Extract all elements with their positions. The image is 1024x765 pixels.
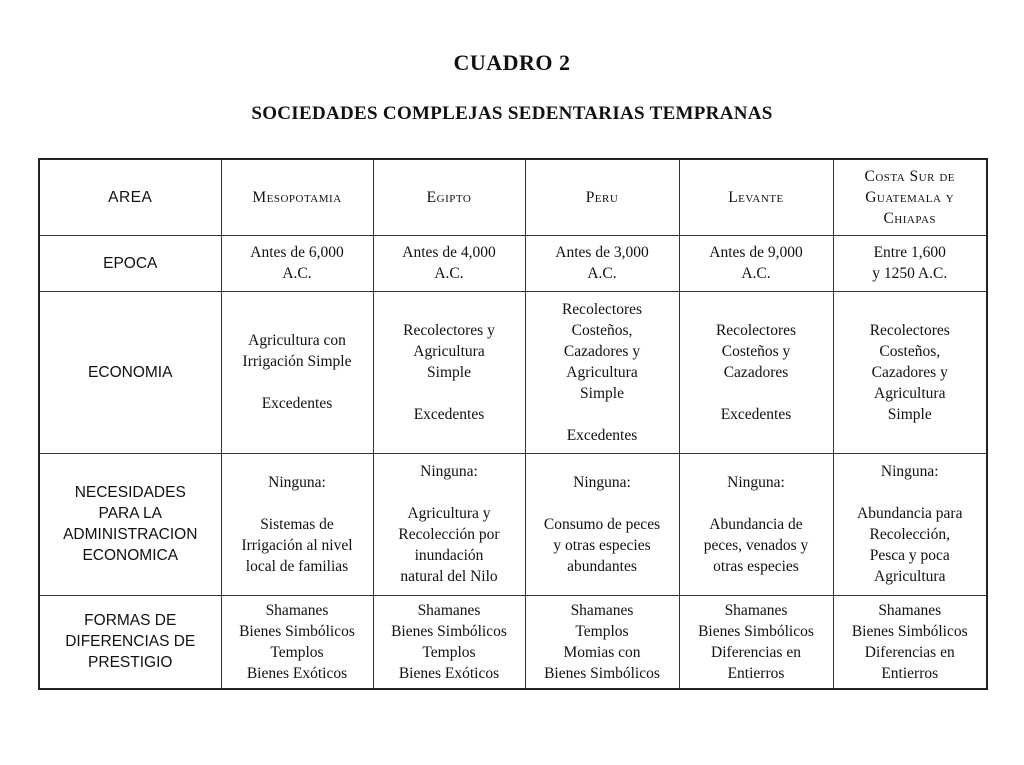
cell-line: Agricultura con [248,332,346,349]
table-row [39,595,987,689]
cell-epoca-egipto [373,235,525,291]
cell-line: Diferencias en [864,643,955,661]
cell-line: DIFERENCIAS DE [65,633,196,651]
cell-economia-costa-sur [833,291,987,453]
cell-line: Cazadores y [871,363,948,381]
cell-line: Shamanes [265,601,329,619]
cell-line: Templos [575,622,629,640]
cell-line: inundación [414,547,484,564]
cell-line: Bienes Simbólicos [391,622,507,640]
line-gap [530,493,675,514]
cell-necesidades-costa-sur [833,453,987,595]
cell-line: Cazadores y [563,342,641,360]
cell-line: Consumo de peces [543,515,661,533]
cell-line: A.C. [587,265,617,282]
row-label-formas [39,595,221,689]
cell-line: EPOCA [103,254,158,272]
cell-economia-peru [525,291,679,453]
cell-formas-peru [525,595,679,689]
cell-line: Simple [427,363,471,381]
cell-line: otras especies [713,557,799,575]
cell-economia-mesopotamia [221,291,373,453]
cell-line: Agricultura [874,568,946,585]
cell-economia-levante [679,291,833,453]
cell-line: abundantes [567,557,637,575]
cell-line: Recolectores [561,300,643,318]
cell-line: Costeños, [879,342,941,360]
row-label-epoca [39,235,221,291]
cell-line: Shamanes [570,601,634,619]
cell-line: Antes de 4,000 [402,244,496,261]
cell-line: Recolectores [869,321,950,339]
header-costa-sur [833,159,987,235]
cell-line: Shamanes [417,601,481,619]
table-row [39,291,987,453]
cell-line: Shamanes [724,601,788,619]
cell-line: Agricultura [413,342,485,360]
cell-line: Ninguna: [880,463,939,480]
cell-line: Bienes Exóticos [246,664,348,682]
cell-line: natural del Nilo [400,568,498,585]
cell-line: Agricultura [874,384,946,402]
comparison-table [38,158,988,690]
cell-line: Bienes Simbólicos [239,622,355,640]
cell-line: Irrigación Simple [242,353,352,370]
cell-epoca-peru [525,235,679,291]
header-egipto: Egipto [373,159,525,235]
cell-line: Chiapas [883,209,937,227]
cell-line: Antes de 9,000 [709,244,803,261]
cell-line: Costeños y [721,342,791,360]
cell-line: Bienes Simbólicos [851,622,968,640]
cell-line: Excedentes [566,426,638,444]
cell-line: local de familias [245,557,349,575]
cell-line: Ninguna: [573,473,631,491]
line-gap [684,383,829,404]
line-gap [684,493,829,514]
cell-line: y otras especies [553,536,651,554]
cell-necesidades-egipto [373,453,525,595]
cell-line: Costa Sur de [864,167,955,185]
cell-line: Recolectores y [403,321,495,339]
cell-line: ADMINISTRACION [63,526,198,543]
cell-line: Ninguna: [268,473,326,491]
cell-line: Excedentes [261,395,333,412]
cell-line: Ninguna: [727,473,785,491]
cell-economia-egipto [373,291,525,453]
cell-line: Agricultura [566,363,638,381]
cell-line: Recolección, [869,526,950,543]
cell-epoca-levante [679,235,833,291]
cell-line: Diferencias en [711,643,801,661]
cell-line: Simple [887,405,932,423]
cell-line: Bienes Simbólicos [698,622,814,640]
cell-line: Guatemala y [865,188,955,206]
cell-line: Momias con [563,643,641,661]
cell-necesidades-mesopotamia [221,453,373,595]
page-title: CUADRO 2 [453,50,571,75]
cell-formas-mesopotamia [221,595,373,689]
cell-formas-egipto [373,595,525,689]
cell-line: Simple [580,384,624,402]
cell-formas-levante [679,595,833,689]
cell-line: ECONOMIA [88,363,173,381]
cell-line: FORMAS DE [84,612,177,630]
cell-line: A.C. [434,265,464,282]
cell-line: Templos [270,643,324,661]
cell-line: Shamanes [878,601,942,619]
cell-line: Excedentes [413,405,485,423]
cell-epoca-mesopotamia [221,235,373,291]
cell-line: Sistemas de [260,515,334,533]
cell-line: A.C. [741,265,771,282]
cell-line: Recolectores [715,321,797,339]
cell-line: Bienes Simbólicos [544,664,660,682]
cell-line: Entierros [881,664,939,682]
cell-line: PARA LA [98,505,162,522]
cell-necesidades-levante [679,453,833,595]
cell-formas-costa-sur [833,595,987,689]
cell-line: peces, venados y [703,536,809,554]
cell-line: Recolección por [398,526,500,543]
cell-line: PRESTIGIO [88,654,173,672]
cell-line: Cazadores [723,363,789,381]
cell-line: Irrigación al nivel [241,536,353,554]
cell-line: NECESIDADES [74,484,186,501]
table-header-row [39,159,987,235]
row-label-economia [39,291,221,453]
header-mesopotamia: Mesopotamia [221,159,373,235]
line-gap [530,404,675,425]
table-row [39,453,987,595]
cell-necesidades-peru [525,453,679,595]
cell-line: A.C. [282,265,312,282]
cell-line: Agricultura y [407,505,491,522]
cell-line: Entre 1,600 [873,244,946,261]
line-gap [838,482,983,503]
cell-line: Bienes Exóticos [398,664,500,682]
cell-line: Antes de 3,000 [555,244,649,261]
cell-line: Ninguna: [420,463,478,480]
header-peru: Peru [525,159,679,235]
row-label-necesidades [39,453,221,595]
line-gap [226,493,369,514]
cell-line: Antes de 6,000 [250,244,344,261]
cell-line: Abundancia para [857,505,963,522]
cell-line: Abundancia de [709,515,803,533]
cell-line: ECONOMICA [82,547,179,564]
table-row [39,235,987,291]
cell-line: Entierros [727,664,785,682]
cell-epoca-costa-sur [833,235,987,291]
header-area: AREA [39,159,221,235]
page-subtitle: SOCIEDADES COMPLEJAS SEDENTARIAS TEMPRANAS [251,103,773,124]
line-gap [378,383,521,404]
line-gap [378,482,521,503]
header-levante: Levante [679,159,833,235]
cell-line: Costeños, [571,321,633,339]
cell-line: y 1250 A.C. [872,265,948,282]
cell-line: Templos [422,643,476,661]
cell-line: Excedentes [720,405,792,423]
cell-line: Pesca y poca [869,547,950,564]
line-gap [226,372,369,393]
